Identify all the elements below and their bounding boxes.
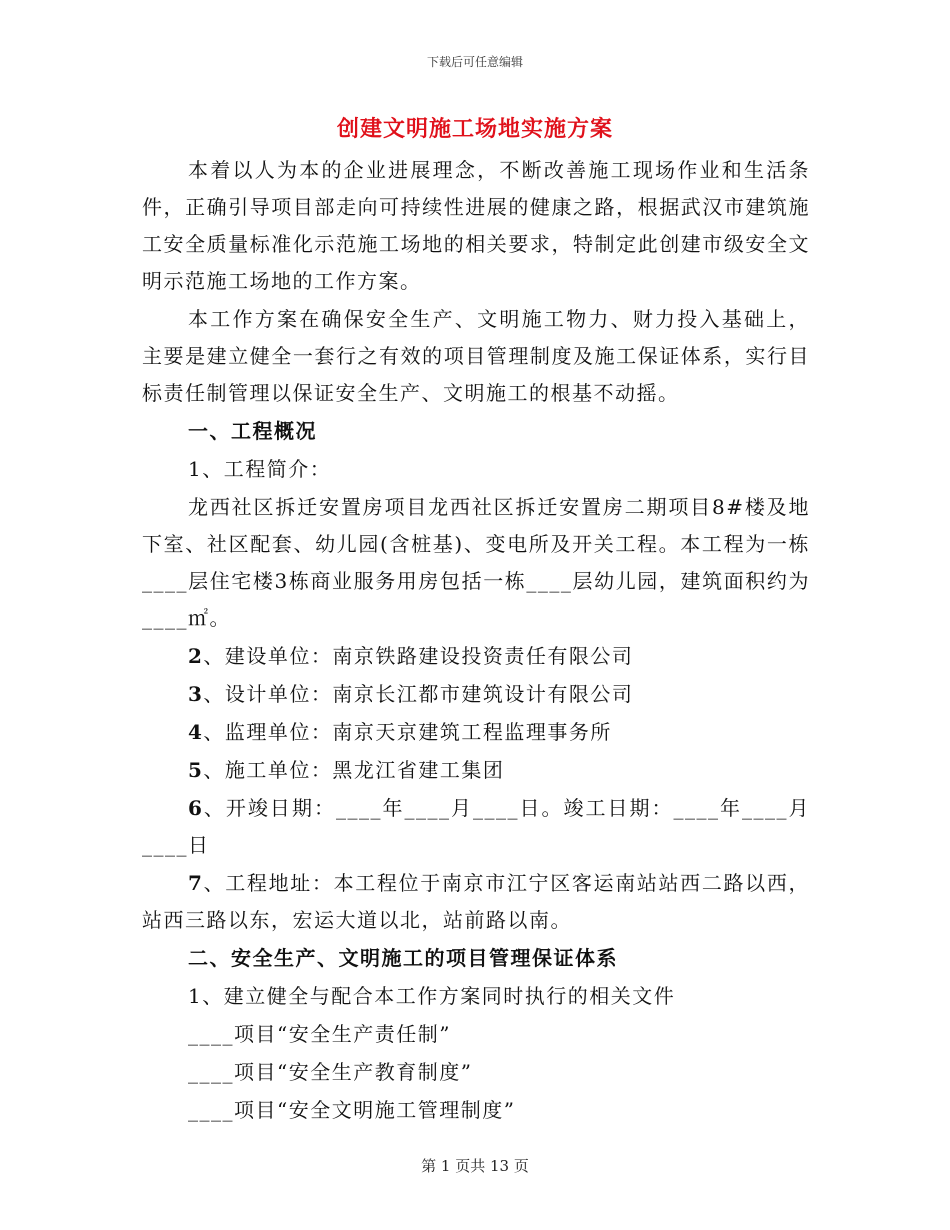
- item-text: 、设计单位：南京长江都市建筑设计有限公司: [203, 682, 634, 706]
- page-footer: 第 1 页共 13 页: [421, 1157, 529, 1175]
- item-number: 6: [188, 796, 204, 820]
- item-number: 7: [188, 871, 204, 895]
- item-text: 、工程地址：本工程位于南京市江宁区客运南站站西二路以西，站西三路以东，宏运大道以北，站前路以南。: [142, 871, 810, 932]
- section-1-item-7: [142, 865, 810, 939]
- item-text: 、施工单位：黑龙江省建工集团: [203, 758, 505, 782]
- section-1-item-1-text: 龙西社区拆迁安置房项目龙西社区拆迁安置房二期项目8#楼及地下室、社区配套、幼儿园(含桩基)、变电所及开关工程。本工程为一栋____层住宅楼3栋商业服务用房包括一栋____层幼儿园，建筑面积约为____㎡。: [142, 495, 810, 630]
- section-1-heading: 一、工程概况: [188, 419, 317, 443]
- item-text: 、监理单位：南京天京建筑工程监理事务所: [203, 720, 612, 744]
- intro-paragraph-1: 本着以人为本的企业进展理念，不断改善施工现场作业和生活条件，正确引导项目部走向可持续性进展的健康之路，根据武汉市建筑施工安全质量标准化示范施工场地的相关要求，特制定此创建市级安全文明示范施工场地的工作方案。: [142, 158, 810, 293]
- item-number: 2: [188, 644, 204, 668]
- section-1-item-5: [142, 752, 810, 789]
- section-2-heading: 二、安全生产、文明施工的项目管理保证体系: [188, 946, 618, 970]
- section-2-line-1: ____项目“安全生产责任制”: [188, 1022, 451, 1046]
- intro-paragraph-2: 本工作方案在确保安全生产、文明施工物力、财力投入基础上，主要是建立健全一套行之有效的项目管理制度及施工保证体系，实行目标责任制管理以保证安全生产、文明施工的根基不动摇。: [142, 307, 810, 405]
- section-1-item-4: [142, 714, 810, 751]
- section-1-item-3: [142, 676, 810, 713]
- section-2-item-1: 1、建立健全与配合本工作方案同时执行的相关文件: [188, 984, 676, 1008]
- section-1-item-2: [142, 638, 810, 675]
- section-2-line-2: ____项目“安全生产教育制度”: [188, 1060, 473, 1084]
- section-1-item-6: [142, 790, 810, 864]
- item-text: 、开竣日期：____年____月____日。竣工日期：____年____月____日: [142, 796, 810, 857]
- document-title: 创建文明施工场地实施方案: [336, 116, 613, 142]
- item-number: 3: [188, 682, 204, 706]
- item-text: 、建设单位：南京铁路建设投资责任有限公司: [203, 644, 634, 668]
- header-note: 下载后可任意编辑: [426, 55, 523, 69]
- item-number: 4: [188, 720, 204, 744]
- item-number: 5: [188, 758, 204, 782]
- section-2-line-3: ____项目“安全文明施工管理制度”: [188, 1098, 516, 1122]
- document-body: [142, 152, 810, 1129]
- section-1-item-1-label: 1、工程简介：: [188, 457, 332, 481]
